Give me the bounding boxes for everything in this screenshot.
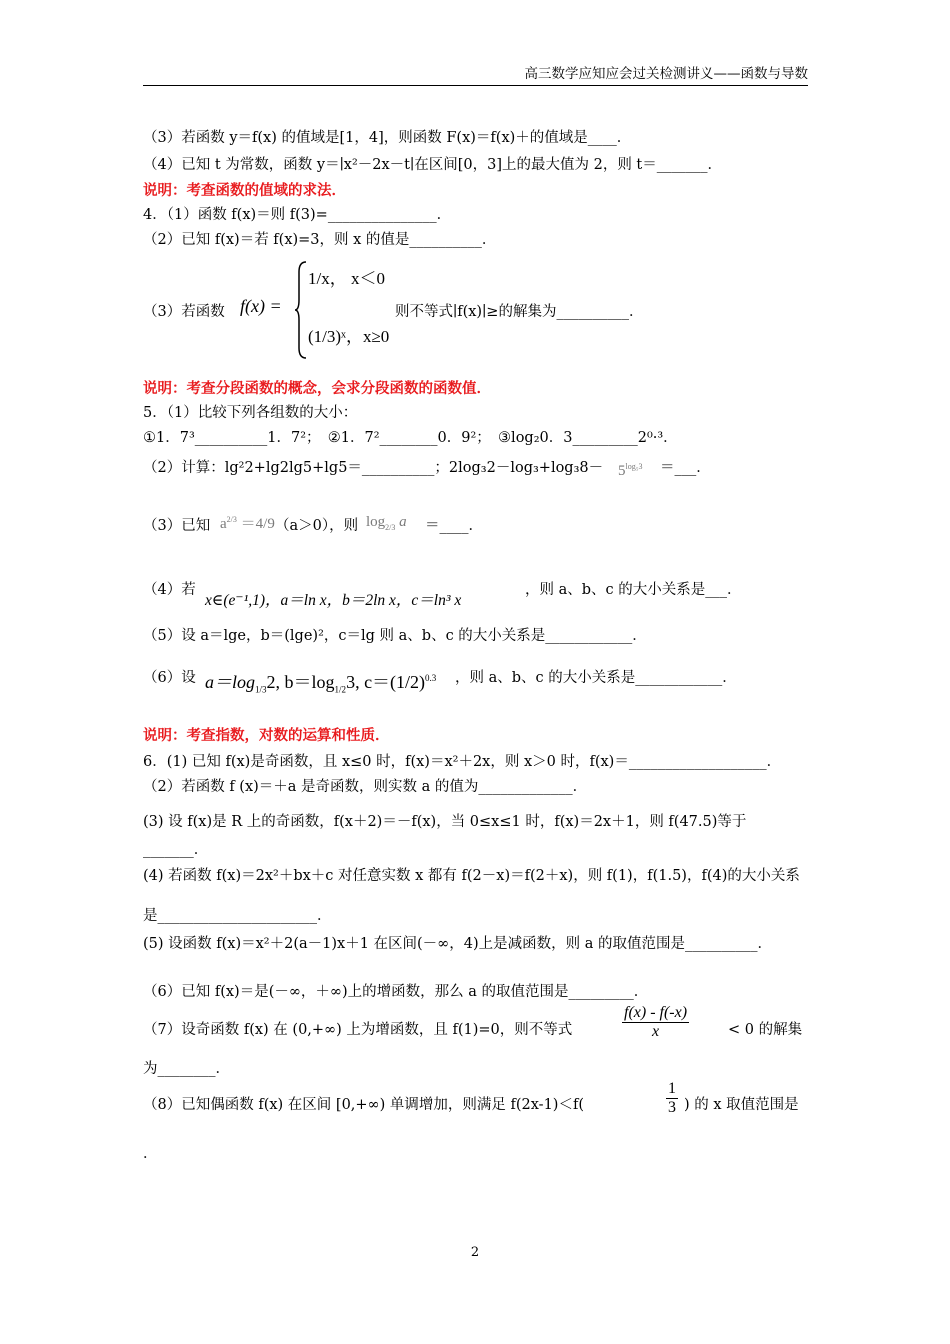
question-6-8-tail: ) 的 x 取值范围是	[684, 1097, 799, 1113]
question-6-7-line2: 为________．	[143, 1061, 230, 1077]
piecewise-top: 1/x， x＜0	[308, 269, 385, 288]
question-6-8-line2: ．	[143, 1146, 158, 1162]
question-4-1: 4．（1）函数 f(x)＝则 f(3)=_______________．	[143, 207, 452, 223]
question-6-7-prefix: （7）设奇函数 f(x) 在 (0,+∞) 上为增函数，且 f(1)=0，则不等式	[143, 1022, 573, 1038]
question-6-4: (4) 若函数 f(x)＝2x²＋bx＋c 对任意实数 x 都有 f(2－x)＝f(2＋x)，则 f(1)，f(1.5)，f(4)的大小关系是______________________．	[143, 868, 800, 924]
note-exp-log: 说明：考查指数，对数的运算和性质．	[143, 727, 390, 744]
question-5-title: 5．（1）比较下列各组数的大小：	[143, 405, 358, 421]
five-power: $5^{log_53}$	[618, 462, 643, 479]
q6-7-fraction: $\frac{f(x) - f(-x)}{x}$	[624, 1004, 688, 1040]
question-5-5: （5）设 a＝lge，b＝(lge)²，c＝lg 则 a、b、c 的大小关系是____________．	[143, 628, 647, 644]
note-range: 说明：考查函数的值域的求法．	[143, 182, 346, 199]
q5-4-expression: x∈(e⁻¹,1)，a＝ln x，b＝2ln x，c＝ln³ x	[205, 592, 462, 609]
q5-6-expression: $a=\log_{1/3}2$, $b=\log_{1/2}3$, $c=(1/2)^{0.3}$	[205, 672, 437, 695]
question-5-2-tail: ＝___．	[660, 460, 711, 476]
question-3-3: （3）若函数 y＝f(x) 的值域是[1，4]，则函数 F(x)＝f(x)＋的值域是____．	[143, 130, 632, 146]
page-header: 高三数学应知应会过关检测讲义——函数与导数	[143, 62, 808, 86]
question-5-2: （2）计算：lg²2+lg2lg5+lg5＝__________；2log₃2－log₃+log₃8－	[143, 460, 604, 476]
question-5-3-prefix: （3）已知	[143, 518, 211, 534]
question-6-1: 6．(1) 已知 f(x)是奇函数，且 x≤0 时，f(x)＝x²＋2x，则 x＞0 时，f(x)＝___________________．	[143, 754, 782, 770]
brace-icon	[294, 260, 308, 360]
question-5-6-prefix: （6）设	[143, 670, 196, 686]
question-3-4: （4）已知 t 为常数，函数 y＝∣x²－2x－t∣在区间[0，3]上的最大值为 2，则 t＝_______．	[143, 157, 723, 173]
question-5-4-tail: ，则 a、b、c 的大小关系是___．	[525, 582, 742, 598]
question-4-3-suffix: 则不等式∣f(x)∣≥的解集为__________．	[395, 304, 644, 320]
question-6-5: (5) 设函数 f(x)＝x²＋2(a－1)x＋1 在区间(－∞，4)上是减函数，则 a 的取值范围是__________．	[143, 936, 773, 952]
question-5-3-tail: ＝____．	[425, 518, 483, 534]
question-6-6: （6）已知 f(x)＝是(－∞，＋∞)上的增函数，那么 a 的取值范围是_________．	[143, 984, 649, 1000]
question-6-8-prefix: （8）已知偶函数 f(x) 在区间 [0,+∞) 单调增加，则满足 f(2x-1)＜f(	[143, 1097, 584, 1113]
question-5-4-prefix: （4）若	[143, 582, 196, 598]
question-6-7-tail: < 0 的解集	[728, 1022, 803, 1038]
question-6-2: （2）若函数 f (x)＝＋a 是奇函数，则实数 a 的值为_____________．	[143, 779, 588, 795]
log-expression: $\log_{2/3} a$	[366, 514, 407, 532]
page-number: 2	[470, 1245, 480, 1260]
a-power: $a^{2/3} =4/9$	[220, 515, 275, 532]
piecewise-lhs: f(x) =	[240, 296, 282, 316]
question-4-3-prefix: （3）若函数	[143, 304, 225, 320]
piecewise-bottom: (1/3)ˣ，x≥0	[308, 327, 390, 346]
question-5-6-tail: ，则 a、b、c 的大小关系是____________．	[455, 670, 737, 686]
question-4-2: （2）已知 f(x)＝若 f(x)=3，则 x 的值是__________．	[143, 232, 497, 248]
question-5-1: ①1．7³__________1．7²； ②1．7²________0．9²； ③log₂0．3_________2⁰·³．	[143, 430, 678, 446]
question-5-3-mid: （a＞0），则	[275, 518, 359, 534]
q6-8-fraction: $\frac{1}{3}$	[668, 1080, 676, 1116]
question-6-3: (3) 设 f(x)是 R 上的奇函数，f(x＋2)＝－f(x)，当 0≤x≤1 时，f(x)＝2x＋1，则 f(47.5)等于_______．	[143, 814, 747, 858]
note-piecewise: 说明：考查分段函数的概念，会求分段函数的函数值．	[143, 380, 491, 397]
